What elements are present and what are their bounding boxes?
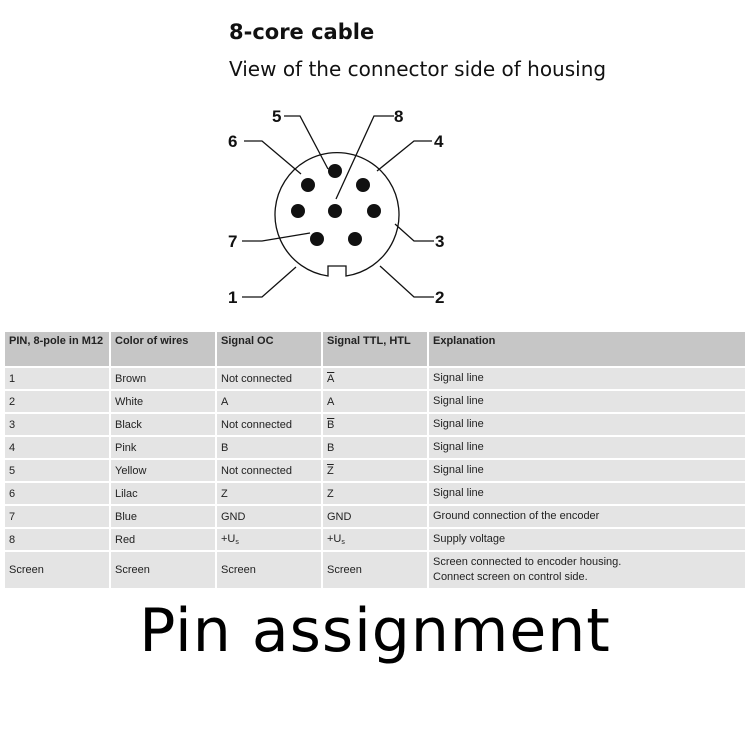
pin-label-6: 6 bbox=[228, 132, 238, 151]
pin-label-7: 7 bbox=[228, 232, 238, 251]
leader-line-6 bbox=[244, 141, 301, 174]
leader-line-1 bbox=[242, 267, 296, 297]
cell-signal-oc bbox=[216, 528, 322, 551]
signal-ttl-value: Screen bbox=[327, 564, 362, 576]
cell-wire-color: Screen bbox=[110, 551, 216, 589]
connector-pinout-diagram bbox=[222, 100, 462, 315]
pin-dot-5 bbox=[328, 164, 342, 178]
cell-wire-color: Black bbox=[110, 413, 216, 436]
signal-ttl-value: Z bbox=[327, 487, 334, 500]
table-row bbox=[4, 413, 746, 436]
cell-signal-oc bbox=[216, 390, 322, 413]
cell-pin: 4 bbox=[4, 436, 110, 459]
table-body bbox=[4, 367, 746, 589]
cell-signal-ttl bbox=[322, 459, 428, 482]
explanation-line: Signal line bbox=[433, 487, 484, 499]
signal-oc-value: Not connected bbox=[221, 372, 292, 385]
table-header-row bbox=[4, 331, 746, 367]
cell-signal-oc bbox=[216, 436, 322, 459]
cell-pin: 1 bbox=[4, 367, 110, 390]
table-row bbox=[4, 367, 746, 390]
cell-pin: 5 bbox=[4, 459, 110, 482]
cell-wire-color: White bbox=[110, 390, 216, 413]
cell-signal-oc bbox=[216, 413, 322, 436]
signal-oc-subscript: s bbox=[235, 539, 239, 546]
leader-line-3 bbox=[395, 224, 434, 241]
cell-pin: 3 bbox=[4, 413, 110, 436]
cell-signal-oc bbox=[216, 459, 322, 482]
explanation-line: Signal line bbox=[433, 372, 484, 384]
signal-oc-value: GND bbox=[221, 510, 246, 523]
diagram-subtitle: View of the connector side of housing bbox=[229, 57, 607, 81]
cell-explanation bbox=[428, 505, 746, 528]
cell-wire-color: Red bbox=[110, 528, 216, 551]
pin-label-2: 2 bbox=[435, 288, 445, 307]
table-row bbox=[4, 390, 746, 413]
pin-dot-3 bbox=[367, 204, 381, 218]
cell-pin: 6 bbox=[4, 482, 110, 505]
cell-signal-oc bbox=[216, 505, 322, 528]
signal-oc-value: +U bbox=[221, 533, 236, 545]
table-row bbox=[4, 505, 746, 528]
cell-signal-ttl bbox=[322, 367, 428, 390]
column-header-color: Color of wires bbox=[110, 331, 216, 367]
explanation-line: Signal line bbox=[433, 395, 484, 407]
pin-label-4: 4 bbox=[434, 132, 444, 151]
cell-signal-oc bbox=[216, 482, 322, 505]
signal-ttl-value: +U bbox=[327, 533, 342, 545]
cell-wire-color: Pink bbox=[110, 436, 216, 459]
explanation-line: Connect screen on control side. bbox=[433, 571, 588, 583]
cell-explanation bbox=[428, 459, 746, 482]
table-row bbox=[4, 551, 746, 589]
explanation-line: Signal line bbox=[433, 441, 484, 453]
cell-explanation bbox=[428, 528, 746, 551]
signal-ttl-value: $\overline{A}$ bbox=[327, 372, 335, 385]
cell-pin: 7 bbox=[4, 505, 110, 528]
explanation-line: Supply voltage bbox=[433, 533, 506, 545]
pin-label-3: 3 bbox=[435, 232, 445, 251]
cell-signal-ttl bbox=[322, 551, 428, 589]
cell-signal-ttl bbox=[322, 482, 428, 505]
column-header-pin: PIN, 8-pole in M12 bbox=[4, 331, 110, 367]
diagram-title: 8-core cable bbox=[229, 20, 375, 44]
signal-oc-value: A bbox=[221, 395, 229, 408]
pin-dot-2 bbox=[348, 232, 362, 246]
cell-signal-ttl bbox=[322, 505, 428, 528]
cell-pin: Screen bbox=[4, 551, 110, 589]
cell-signal-oc bbox=[216, 367, 322, 390]
cell-explanation bbox=[428, 436, 746, 459]
cell-wire-color: Brown bbox=[110, 367, 216, 390]
cell-explanation bbox=[428, 551, 746, 589]
signal-ttl-value: B bbox=[327, 441, 335, 454]
table-row bbox=[4, 528, 746, 551]
cell-signal-ttl bbox=[322, 413, 428, 436]
table-row bbox=[4, 459, 746, 482]
pin-assignment-table bbox=[3, 330, 747, 590]
cell-explanation bbox=[428, 367, 746, 390]
cell-wire-color: Lilac bbox=[110, 482, 216, 505]
leader-line-4 bbox=[377, 141, 432, 171]
pin-label-5: 5 bbox=[272, 107, 282, 126]
pin-dot-8 bbox=[328, 204, 342, 218]
cell-explanation bbox=[428, 390, 746, 413]
signal-oc-value: Screen bbox=[221, 564, 256, 576]
signal-ttl-value: $\overline{B}$ bbox=[327, 418, 335, 431]
cell-signal-oc bbox=[216, 551, 322, 589]
explanation-line: Signal line bbox=[433, 418, 484, 430]
signal-ttl-subscript: s bbox=[341, 539, 345, 546]
signal-ttl-value: A bbox=[327, 395, 335, 408]
cell-pin: 8 bbox=[4, 528, 110, 551]
table-row bbox=[4, 436, 746, 459]
cell-signal-ttl bbox=[322, 528, 428, 551]
cell-explanation bbox=[428, 482, 746, 505]
cell-pin: 2 bbox=[4, 390, 110, 413]
column-header-explanation: Explanation bbox=[428, 331, 746, 367]
explanation-line: Signal line bbox=[433, 464, 484, 476]
explanation-line: Screen connected to encoder housing. bbox=[433, 556, 622, 568]
leader-line-2 bbox=[380, 266, 434, 297]
table-row bbox=[4, 482, 746, 505]
leader-line-7 bbox=[242, 233, 310, 241]
pin-label-8: 8 bbox=[394, 107, 404, 126]
cell-wire-color: Yellow bbox=[110, 459, 216, 482]
signal-oc-value: B bbox=[221, 441, 229, 454]
pin-dot-1 bbox=[310, 232, 324, 246]
cell-wire-color: Blue bbox=[110, 505, 216, 528]
pin-dot-6 bbox=[301, 178, 315, 192]
explanation-line: Ground connection of the encoder bbox=[433, 510, 600, 522]
signal-oc-value: Z bbox=[221, 487, 228, 500]
pin-assignment-caption: Pin assignment bbox=[139, 596, 611, 666]
column-header-signal-oc: Signal OC bbox=[216, 331, 322, 367]
signal-oc-value: Not connected bbox=[221, 464, 292, 477]
signal-ttl-value: GND bbox=[327, 510, 352, 523]
cell-explanation bbox=[428, 413, 746, 436]
cell-signal-ttl bbox=[322, 436, 428, 459]
pin-dot-4 bbox=[356, 178, 370, 192]
column-header-signal-ttl: Signal TTL, HTL bbox=[322, 331, 428, 367]
pin-dot-7 bbox=[291, 204, 305, 218]
cell-signal-ttl bbox=[322, 390, 428, 413]
pin-label-1: 1 bbox=[228, 288, 238, 307]
signal-oc-value: Not connected bbox=[221, 418, 292, 431]
signal-ttl-value: $\overline{Z}$ bbox=[327, 464, 334, 477]
